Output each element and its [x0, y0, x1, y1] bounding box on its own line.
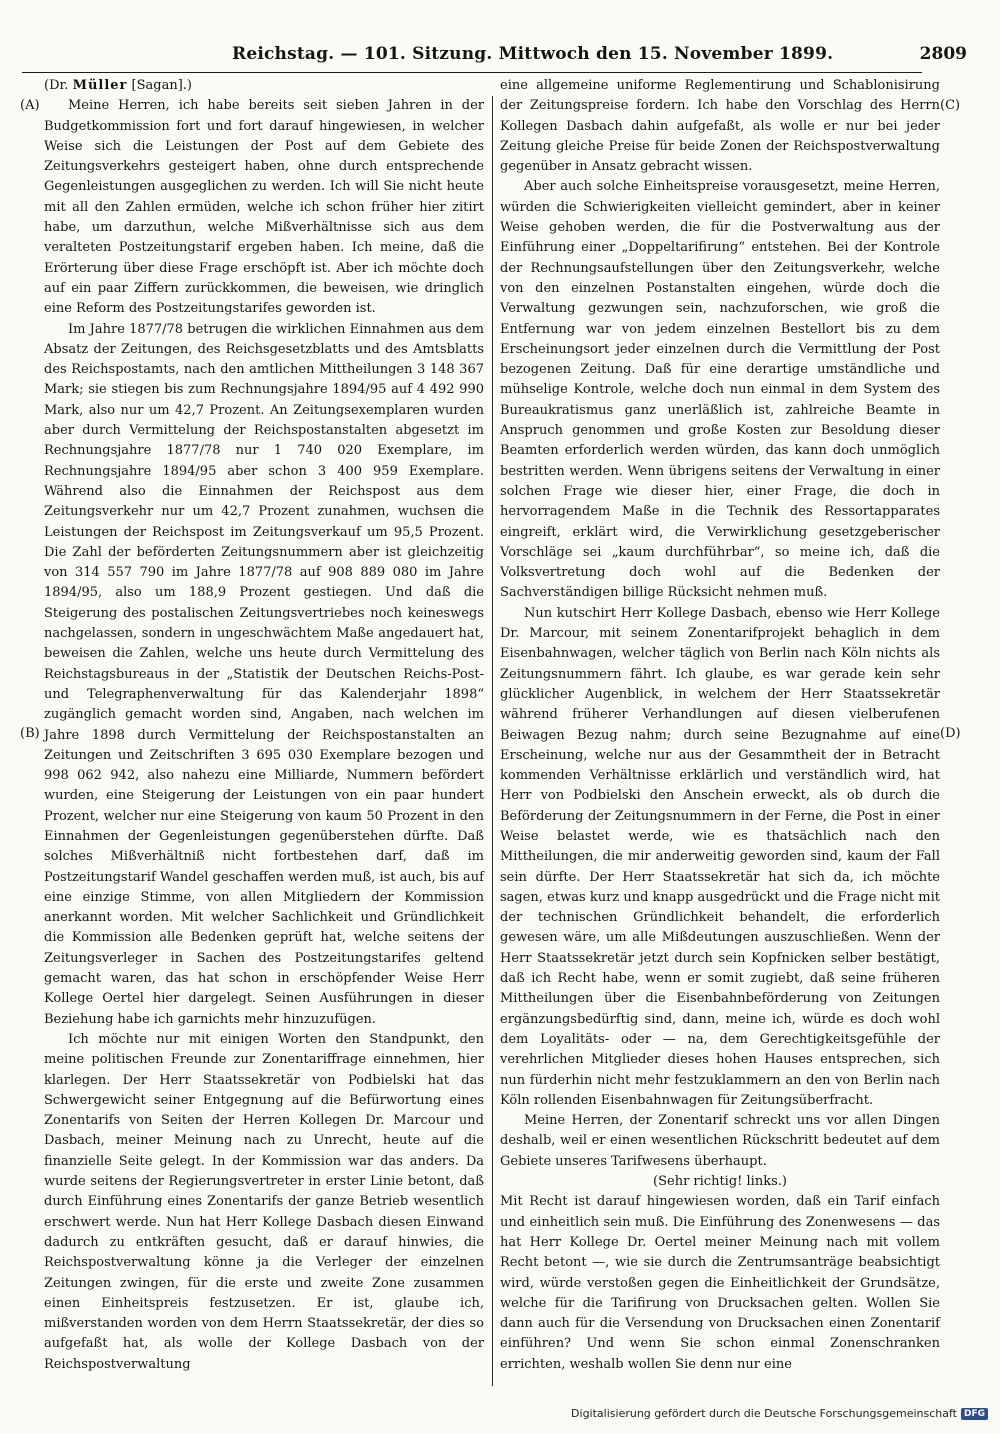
speaker-suffix: [Sagan].) [131, 78, 192, 93]
margin-mark-b: (B) [20, 726, 40, 741]
header-rule [22, 72, 922, 73]
left-paragraph-1: Meine Herren, ich habe bereits seit sieben Jahren in der Budgetkommission fort und fort darauf hingewiesen, in welcher Weise sich die Leistungen der Post auf dem Gebiete des Zeitungsverkehrs gesteigert haben, ohne durch entsprechende Gegenleistungen ausgeglichen zu werden. Ich will Sie nicht heute mit all den Zahlen ermüden, welche ich schon früher hier zitirt habe, um darzuthun, welche Mißverhältnisse sich aus dem veralteten Postzeitungstarif ergeben haben. Ich meine, daß die Erörterung über diese Frage erschöpft ist. Aber ich möchte doch auf ein paar Ziffern zurückkommen, die beweisen, wie dringlich eine Reform des Postzeitungstarifes geworden ist. [44, 98, 484, 317]
speaker-name: Müller [72, 78, 128, 93]
margin-mark-c: (C) [940, 98, 961, 113]
right-paragraph-4: Meine Herren, der Zonentarif schreckt uns vor allen Dingen deshalb, weil er einen wesentlichen Rückschritt bedeutet auf dem Gebiete unseres Tarifwesens überhaupt. [500, 1113, 940, 1169]
footer-text: Digitalisierung gefördert durch die Deutsche Forschungsgemeinschaft [571, 1407, 957, 1420]
left-column [44, 76, 484, 1375]
page-header [22, 38, 967, 68]
right-paragraph-2: Aber auch solche Einheitspreise vorausgesetzt, meine Herren, würden die Schwierigkeiten vielleicht gemindert, aber in keiner Weise gehoben werden, die für die Postverwaltung aus der Einführung einer „Doppeltarifirung“ entstehen. Bei der Kontrole der Rechnungsaufstellungen über den Zeitungsverkehr, welche von den einzelnen Postanstalten eingehen, würde doch die Verwaltung gezwungen sein, nachzuforschen, wie groß die Entfernung war von jedem einzelnen Bestellort bis zu dem Erscheinungsort jeder einzelnen durch die Vermittlung der Post bezogenen Zeitung. Daß für eine derartige umständliche und mühselige Kontrole, welche doch nun einmal in dem System des Bureaukratismus ganz unerläßlich ist, zahlreiche Beamte in Anspruch genommen und große Kosten zur Besoldung dieser Beamten erforderlich werden würden, das kann doch unmöglich bestritten werden. Wenn übrigens seitens der Verwaltung in einer solchen Frage wie dieser hier, einer Frage, die doch in hervorragendem Maße in die Technik des Ressortapparates eingreift, erklärt wird, die Verwirklichung gesetzgeberischer Vorschläge sei „kaum durchführbar“, so meine ich, daß die Volksvertretung doch wohl auf die Bedenken der Sachverständigen billige Rücksicht nehmen muß. [500, 179, 940, 601]
speaker-line [44, 76, 484, 96]
running-head: Reichstag. — 101. Sitzung. Mittwoch den 15. November 1899. [232, 44, 834, 64]
right-column [500, 76, 940, 1375]
left-paragraph-3: Ich möchte nur mit einigen Worten den Standpunkt, den meine politischen Freunde zur Zonentariffrage einnehmen, hier klarlegen. Der Herr Staatssekretär von Podbielski hat das Schwergewicht seiner Entgegnung auf die Befürwortung eines Zonentarifs von Seiten der Herren Kollegen Dr. Marcour und Dasbach, meiner Meinung nach zu Unrecht, heute auf die finanzielle Seite gelegt. In der Kommission war das anders. Da wurde seitens der Regierungsvertreter in erster Linie betont, daß durch Einführung eines Zonentarifs der ganze Betrieb wesentlich erschwert werde. Nun hat Herr Kollege Dasbach diesen Einwand dadurch zu entkräften gesucht, daß er darauf hinwies, die Reichspostverwaltung könne ja die Verleger der einzelnen Zeitungen zwingen, für die erste und zweite Zone zusammen einen Einheitspreis festzusetzen. Er ist, glaube ich, mißverstanden worden von dem Herrn Staatssekretär, der dies so aufgefaßt hat, als wolle der Kollege Dasbach von der Reichspostverwaltung [44, 1031, 484, 1372]
speaker-prefix: (Dr. [44, 78, 69, 93]
page-number: 2809 [919, 44, 967, 64]
right-paragraph-3: Nun kutschirt Herr Kollege Dasbach, ebenso wie Herr Kollege Dr. Marcour, mit seinem Zonentarifprojekt behaglich in dem Eisenbahnwagen, welcher täglich von Berlin nach Köln nichts als Zeitungsnummern fährt. Ich glaube, es war gerade kein sehr glücklicher Augenblick, in welchem der Herr Staatssekretär während früherer Verhandlungen auf diesen vielberufenen Beiwagen Bezug nahm; durch seine Bezugnahme auf eine Erscheinung, welche nur aus der Gesammtheit der in Betracht kommenden Verhältnisse erklärlich und verständlich wird, hat Herr von Podbielski den Anschein erweckt, als ob durch die Beförderung der Zeitungsnummern in der Ferne, die Post in einer Weise belastet werde, wie es thatsächlich nach den Mittheilungen, die mir anderweitig geworden sind, kaum der Fall sein dürfte. Der Herr Staatssekretär hat sich da, ich möchte sagen, etwas kurz und knapp ausgedrückt und die Frage nicht mit der technischen Gründlichkeit behandelt, die erforderlich gewesen wäre, um alle Mißdeutungen auszuschließen. Wenn der Herr Staatssekretär jetzt durch sein Kopfnicken selber bestätigt, daß ich Recht habe, wenn er somit zugiebt, daß seine früheren Mittheilungen über die Eisenbahnbeförderung von Zeitungen ergänzungsbedürftig sind, dann, meine ich, würde es doch wohl dem Loyalitäts- oder — na, dem Gerechtigkeitsgefühle der verehrlichen Mitglieder dieses hohen Hauses entsprechen, sich nun fürderhin nicht mehr festzuklammern an den von Berlin nach Köln rollenden Eisenbahnwagen für Zeitungsüberfracht. [500, 605, 940, 1108]
dfg-logo-icon: DFG [961, 1408, 988, 1420]
column-divider [492, 96, 493, 1386]
right-paragraph-1: eine allgemeine uniforme Reglementirung und Schablonisirung der Zeitungspreise fordern. Ich habe den Vorschlag des Herrn Kollegen Dasbach dahin aufgefaßt, als wolle er nur bei jeder Zeitung gleiche Preise für beide Zonen der Reichspostverwaltung gegenüber in Ansatz gebracht wissen. [500, 78, 940, 175]
right-paragraph-5: Mit Recht ist darauf hingewiesen worden, daß ein Tarif einfach und einheitlich sein muß. Die Einführung des Zonenwesens — das hat Herr Kollege Dr. Oertel meiner Meinung nach mit vollem Recht betont —, wie sie durch die Zentrumsanträge beabsichtigt wird, würde verstoßen gegen die Einheitlichkeit der Grundsätze, welche für die Tarifirung von Drucksachen gelten. Wollen Sie dann auch für die Versendung von Drucksachen einen Zonentarif einführen? Und wenn Sie schon einmal Zonenschranken errichten, weshalb wollen Sie denn nur eine [500, 1194, 940, 1372]
digitization-footer [571, 1407, 988, 1420]
margin-mark-a: (A) [20, 98, 40, 113]
interjection: (Sehr richtig! links.) [653, 1174, 787, 1190]
margin-mark-d: (D) [940, 726, 961, 741]
left-paragraph-2: Im Jahre 1877/78 betrugen die wirklichen Einnahmen aus dem Absatz der Zeitungen, des Reichsgesetzblatts und des Amtsblatts des Reichspostamts, nach den amtlichen Mittheilungen 3 148 367 Mark; sie stiegen bis zum Rechnungsjahre 1894/95 auf 4 492 990 Mark, also nur um 42,7 Prozent. An Zeitungsexemplaren wurden aber durch Vermittelung der Reichspostanstalten abgesetzt im Rechnungsjahre 1877/78 nur 1 740 020 Exemplare, im Rechnungsjahre 1894/95 aber schon 3 400 959 Exemplare. Während also die Einnahmen der Reichspost aus dem Zeitungsverkehr nur um 42,7 Prozent zunahmen, wuchsen die Leistungen der Reichspost im Zeitungsverkauf um 95,5 Prozent. Die Zahl der beförderten Zeitungsnummern aber ist gleichzeitig von 314 557 790 im Jahre 1877/78 auf 908 889 080 im Jahre 1894/95, also um 188,9 Prozent gestiegen. Und daß die Steigerung des postalischen Zeitungsvertriebes noch keineswegs nachgelassen, sondern in ungeschwächtem Maße angedauert hat, beweisen die Zahlen, welche uns heute durch Vermittelung des Reichstagsbureaus in der „Statistik der Deutschen Reichs-Post- und Telegraphenverwaltung für das Kalenderjahr 1898“ zugänglich gemacht worden sind, Angaben, nach welchen im Jahre 1898 durch Vermittelung der Reichspostanstalten an Zeitungen und Zeitschriften 3 695 030 Exemplare bezogen und 998 062 942, also nahezu eine Milliarde, Nummern befördert wurden, eine Steigerung der Leistungen von ein paar hundert Prozent, welcher nur eine Steigerung von kaum 50 Prozent in den Einnahmen der Gegenleistungen gegenüberstehen dürfte. Daß solches Mißverhältniß nicht fortbestehen darf, daß im Postzeitungstarif Wandel geschaffen werden muß, ist auch, bis auf eine einzige Stimme, von allen Mitgliedern der Kommission anerkannt worden. Mit welcher Sachlichkeit und Gründlichkeit die Kommission alle Bedenken geprüft hat, welche seitens der Zeitungsverleger in Sachen des Postzeitungstarifes geltend gemacht waren, das hat schon in erschöpfender Weise Herr Kollege Oertel hier dargelegt. Seinen Ausführungen in dieser Beziehung habe ich garnichts mehr hinzuzufügen. [44, 321, 484, 1027]
